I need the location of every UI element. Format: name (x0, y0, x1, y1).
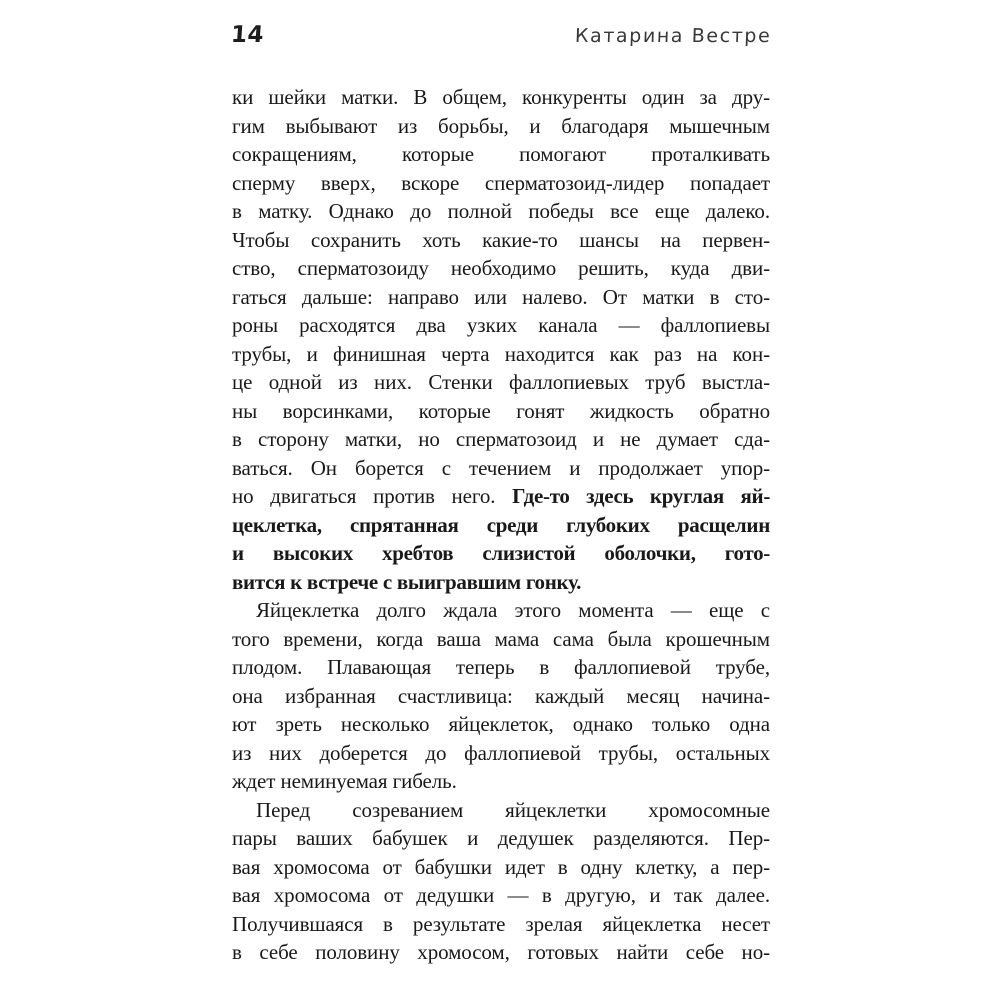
text-line: ваться. Он борется с течением и продолжает упор- (232, 455, 770, 480)
text-line: ны ворсинками, которые гонят жидкость обратно (232, 398, 770, 423)
text-line: цеклетка, спрятанная среди глубоких расщелин (232, 512, 770, 537)
text-line: це одной из них. Стенки фаллопиевых труб выстла- (232, 370, 770, 394)
text-line: вится к встрече с выигравшим гонку. (232, 569, 582, 594)
text-line: вая хромосома от дедушки — в другую, и так далее. (232, 883, 770, 907)
text-line: вая хромосома от бабушки идет в одну клетку, а пер- (232, 854, 770, 879)
text-line: роны расходятся два узких канала — фаллопиевы (232, 313, 770, 337)
text-line: гим выбывают из борьбы, и благодаря мышечным (232, 113, 770, 138)
text-line: она избранная счастливица: каждый месяц начина- (232, 683, 770, 708)
text-line: Чтобы сохранить хоть какие-то шансы на первен- (232, 227, 770, 252)
text-line: ждет неминуемая гибель. (232, 769, 457, 793)
text-line: плодом. Плавающая теперь в фаллопиевой трубе, (232, 655, 770, 679)
text-line: Перед созреванием яйцеклетки хромосомные (256, 797, 770, 822)
text-line: сперму вверх, вскоре сперматозоид-лидер попадает (232, 170, 770, 195)
text-line: ки шейки матки. В общем, конкуренты один за дру- (232, 85, 770, 109)
text-line: в сторону матки, но сперматозоид и не думает сда- (232, 427, 770, 451)
text-line: и высоких хребтов слизистой оболочки, гото- (232, 541, 770, 565)
running-header-author: Катарина Вестре (574, 25, 772, 47)
text-line: гаться дальше: направо или налево. От матки в сто- (232, 284, 770, 309)
text-line: трубы, и финишная черта находится как раз на кон- (232, 341, 770, 366)
text-line: ют зреть несколько яйцеклеток, однако только одна (232, 712, 770, 736)
running-header (231, 22, 771, 48)
page-number: 14 (230, 22, 265, 48)
body-text (232, 83, 770, 967)
text-line: сокращениям, которые помогают проталкивать (232, 142, 770, 166)
text-line: в себе половину хромосом, готовых найти себе но- (232, 940, 770, 964)
text-line: Яйцеклетка долго ждала этого момента — еще с (256, 598, 770, 622)
text-line: из них доберется до фаллопиевой трубы, остальных (232, 740, 770, 765)
text-line: Получившаяся в результате зрелая яйцеклетка несет (232, 911, 770, 936)
text-line: ство, сперматозоиду необходимо решить, куда дви- (232, 256, 770, 280)
text-line: но двигаться против него. Где-то здесь круглая яй- (232, 484, 771, 508)
text-line: пары ваших бабушек и дедушек разделяются. Пер- (232, 826, 770, 850)
text-line: того времени, когда ваша мама сама была крошечным (232, 626, 770, 651)
text-line: в матку. Однако до полной победы все еще далеко. (232, 199, 770, 223)
